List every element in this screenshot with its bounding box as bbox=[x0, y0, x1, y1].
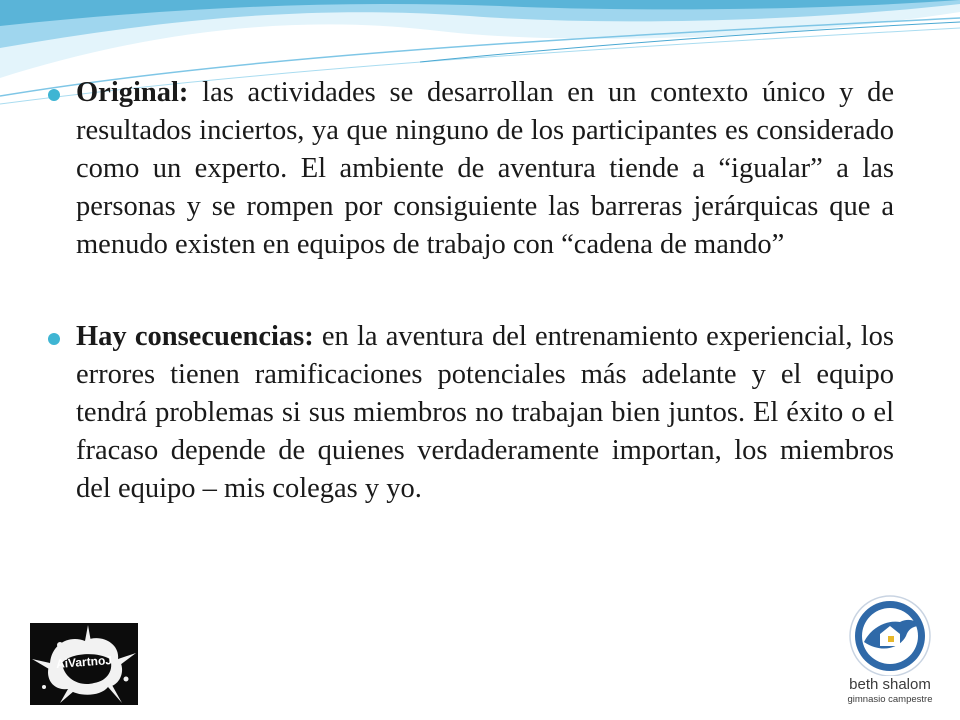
brand-name: beth shalom bbox=[849, 676, 931, 693]
dove-house-logo-icon bbox=[838, 592, 942, 676]
bullet-item-consecuencias bbox=[48, 318, 894, 508]
splash-logo-icon bbox=[30, 623, 138, 705]
bullet-body: en la aventura del entrenamiento experiencial, los errores tienen ramificaciones potenciales más adelante y el equipo tendrá problemas si sus miembros no trabajan bien juntos. El éxito o el fracaso depende de quienes verdaderamente importan, los miembros del equipo – mis colegas y yo. bbox=[76, 321, 894, 504]
bullet-dot-icon bbox=[48, 333, 60, 345]
bullet-paragraph bbox=[76, 74, 894, 264]
bullet-dot-icon bbox=[48, 89, 60, 101]
brand-subtitle: gimnasio campestre bbox=[847, 694, 933, 705]
slide-content bbox=[48, 74, 894, 508]
bullet-term: Hay consecuencias: bbox=[76, 321, 314, 352]
bullet-body: las actividades se desarrollan en un contexto único y de resultados inciertos, ya que ninguno de los participantes es considerado como un experto. El ambiente de aventura tiende a “igualar” a las personas y se rompen por consiguiente las barreras jerárquicas que a menudo existen en equipos de trabajo con “cadena de mando” bbox=[76, 77, 894, 260]
logo-left-text: AiVartnoJ bbox=[55, 653, 113, 671]
bullet-item-original bbox=[48, 74, 894, 264]
bullet-term: Original: bbox=[76, 77, 189, 108]
bullet-paragraph bbox=[76, 318, 894, 508]
beth-shalom-logo bbox=[838, 592, 942, 714]
